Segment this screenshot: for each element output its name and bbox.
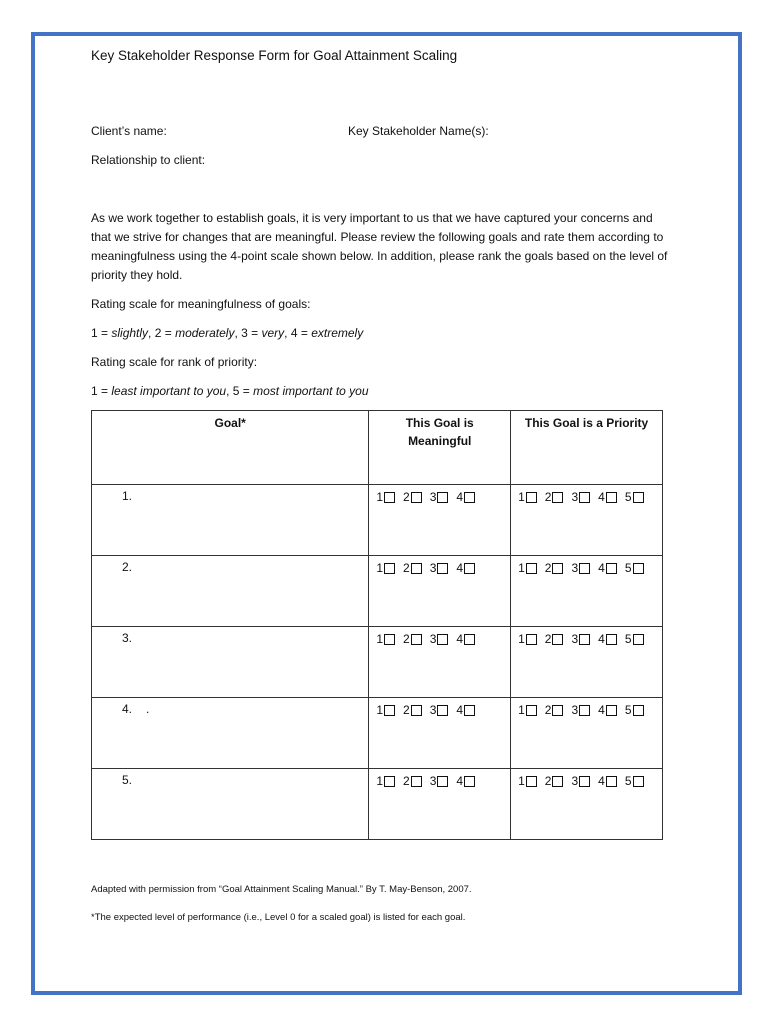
rating-checkbox[interactable]	[545, 703, 564, 717]
rating-number: 2	[544, 490, 552, 504]
priority-cell-options	[511, 556, 662, 575]
checkbox-square-icon[interactable]	[464, 776, 475, 787]
rating-number: 1	[518, 561, 525, 575]
rating-checkbox[interactable]	[545, 561, 564, 575]
checkbox-square-icon[interactable]	[411, 634, 422, 645]
rating-number: 5	[624, 632, 632, 646]
checkbox-square-icon[interactable]	[606, 776, 617, 787]
rating-checkbox[interactable]	[598, 703, 617, 717]
checkbox-square-icon[interactable]	[579, 492, 590, 503]
adapted-footnote: Adapted with permission from “Goal Attainment Scaling Manual.” By T. May-Benson, 2007.	[91, 884, 472, 895]
table-header-row	[92, 411, 663, 485]
checkbox-square-icon[interactable]	[384, 563, 395, 574]
meaningful-cell-options	[369, 485, 510, 504]
scale-text: 1 =	[91, 326, 112, 340]
rating-number: 3	[429, 632, 437, 646]
rating-checkbox[interactable]	[545, 490, 564, 504]
rating-checkbox[interactable]	[625, 774, 644, 788]
checkbox-square-icon[interactable]	[633, 563, 644, 574]
checkbox-square-icon[interactable]	[464, 705, 475, 716]
rating-checkbox[interactable]	[376, 561, 395, 575]
checkbox-square-icon[interactable]	[411, 776, 422, 787]
rating-checkbox[interactable]	[430, 490, 449, 504]
scale-text: , 5 =	[226, 384, 254, 398]
checkbox-square-icon[interactable]	[552, 705, 563, 716]
checkbox-square-icon[interactable]	[411, 563, 422, 574]
rating-checkbox[interactable]	[403, 703, 422, 717]
rating-number: 1	[376, 703, 384, 717]
rating-checkbox[interactable]	[430, 561, 449, 575]
rating-checkbox[interactable]	[571, 561, 590, 575]
checkbox-square-icon[interactable]	[411, 705, 422, 716]
checkbox-square-icon[interactable]	[437, 563, 448, 574]
meaningful-header	[369, 411, 511, 485]
rating-checkbox[interactable]	[403, 561, 422, 575]
checkbox-square-icon[interactable]	[606, 705, 617, 716]
checkbox-square-icon[interactable]	[526, 705, 537, 716]
rating-number: 2	[544, 632, 552, 646]
rating-number: 3	[571, 774, 579, 788]
rating-checkbox[interactable]	[571, 490, 590, 504]
scale-term: extremely	[311, 326, 364, 340]
goal-cell[interactable]	[92, 698, 369, 769]
rating-number: 5	[624, 561, 632, 575]
goal-number: 5.	[122, 773, 133, 787]
expected-level-footnote: *The expected level of performance (i.e., Level 0 for a scaled goal) is listed for each goal.	[91, 912, 466, 923]
checkbox-square-icon[interactable]	[633, 492, 644, 503]
checkbox-square-icon[interactable]	[552, 634, 563, 645]
rating-number: 4	[456, 561, 464, 575]
rating-checkbox[interactable]	[545, 632, 564, 646]
rating-checkbox[interactable]	[376, 774, 395, 788]
checkbox-square-icon[interactable]	[633, 705, 644, 716]
rating-checkbox[interactable]	[518, 561, 537, 575]
checkbox-square-icon[interactable]	[384, 634, 395, 645]
goal-number: 3.	[122, 631, 133, 645]
meaningful-cell-options	[369, 627, 510, 646]
checkbox-square-icon[interactable]	[384, 776, 395, 787]
table-row	[92, 769, 663, 840]
rating-checkbox[interactable]	[376, 490, 395, 504]
rating-number: 2	[544, 774, 552, 788]
meaningful-cell-options	[369, 769, 510, 788]
rating-checkbox[interactable]	[456, 490, 475, 504]
checkbox-square-icon[interactable]	[437, 492, 448, 503]
rating-number: 4	[456, 703, 464, 717]
rating-checkbox[interactable]	[625, 632, 644, 646]
meaningful-cell	[369, 627, 511, 698]
rating-checkbox[interactable]	[571, 703, 590, 717]
goal-number: 2.	[122, 560, 133, 574]
rating-number: 2	[403, 561, 410, 575]
scale-term: very	[261, 326, 285, 340]
priority-cell	[511, 698, 663, 769]
checkbox-square-icon[interactable]	[464, 634, 475, 645]
rating-number: 2	[403, 490, 410, 504]
rating-number: 2	[403, 774, 410, 788]
scale-text: 1 =	[91, 384, 112, 398]
stakeholder-names-label: Key Stakeholder Name(s):	[348, 124, 489, 138]
priority-cell-options	[511, 485, 662, 504]
rating-checkbox[interactable]	[571, 632, 590, 646]
rating-checkbox[interactable]	[456, 561, 475, 575]
priority-scale-label: Rating scale for rank of priority:	[91, 355, 258, 369]
rating-checkbox[interactable]	[518, 703, 537, 717]
rating-checkbox[interactable]	[625, 703, 644, 717]
checkbox-square-icon[interactable]	[579, 705, 590, 716]
rating-checkbox[interactable]	[571, 774, 590, 788]
priority-scale-values	[91, 384, 369, 398]
checkbox-square-icon[interactable]	[526, 634, 537, 645]
rating-number: 4	[598, 561, 605, 575]
rating-checkbox[interactable]	[545, 774, 564, 788]
rating-number: 2	[403, 632, 410, 646]
rating-number: 3	[429, 561, 437, 575]
rating-number: 5	[624, 774, 632, 788]
rating-number: 5	[624, 703, 632, 717]
rating-number: 4	[598, 703, 605, 717]
meaningful-cell	[369, 769, 511, 840]
checkbox-square-icon[interactable]	[411, 492, 422, 503]
goal-cell[interactable]	[92, 485, 369, 556]
checkbox-square-icon[interactable]	[552, 492, 563, 503]
checkbox-square-icon[interactable]	[384, 492, 395, 503]
relationship-label: Relationship to client:	[91, 153, 206, 167]
checkbox-square-icon[interactable]	[552, 776, 563, 787]
rating-checkbox[interactable]	[625, 490, 644, 504]
form-title: Key Stakeholder Response Form for Goal Attainment Scaling	[91, 48, 458, 63]
priority-cell	[511, 485, 663, 556]
scale-term: slightly	[111, 326, 149, 340]
goal-header: Goal*	[92, 411, 369, 485]
rating-number: 4	[598, 632, 605, 646]
rating-number: 1	[376, 632, 384, 646]
meaningful-cell	[369, 698, 511, 769]
meaningful-header-line2: Meaningful	[408, 434, 472, 448]
rating-checkbox[interactable]	[598, 561, 617, 575]
rating-number: 3	[429, 703, 437, 717]
rating-checkbox[interactable]	[456, 632, 475, 646]
rating-number: 2	[403, 703, 410, 717]
priority-cell	[511, 769, 663, 840]
rating-checkbox[interactable]	[430, 632, 449, 646]
scale-text: , 4 =	[284, 326, 312, 340]
rating-number: 3	[571, 490, 579, 504]
rating-checkbox[interactable]	[376, 703, 395, 717]
table-row	[92, 485, 663, 556]
priority-cell-options	[511, 698, 662, 717]
rating-number: 4	[456, 774, 464, 788]
goal-cell[interactable]	[92, 769, 369, 840]
rating-checkbox[interactable]	[518, 632, 537, 646]
rating-number: 4	[456, 490, 464, 504]
checkbox-square-icon[interactable]	[437, 705, 448, 716]
priority-cell	[511, 556, 663, 627]
priority-cell-options	[511, 769, 662, 788]
rating-checkbox[interactable]	[403, 632, 422, 646]
table-row	[92, 556, 663, 627]
intro-paragraph: As we work together to establish goals, it is very important to us that we have captured your concerns and that we strive for changes that are meaningful. Please review the following goals and rate them according to meaningfulness using the 4-point scale shown below. In addition, please rank the goals based on the level of priority they hold.	[91, 211, 668, 282]
checkbox-square-icon[interactable]	[464, 563, 475, 574]
rating-checkbox[interactable]	[598, 490, 617, 504]
meaningful-cell-options	[369, 556, 510, 575]
checkbox-square-icon[interactable]	[606, 492, 617, 503]
rating-checkbox[interactable]	[403, 774, 422, 788]
checkbox-square-icon[interactable]	[437, 776, 448, 787]
rating-checkbox[interactable]	[518, 490, 537, 504]
checkbox-square-icon[interactable]	[526, 492, 537, 503]
goal-number: 4.	[122, 702, 133, 716]
rating-number: 3	[571, 561, 579, 575]
scale-text: , 2 =	[148, 326, 176, 340]
client-name-label: Client’s name:	[91, 124, 167, 138]
checkbox-square-icon[interactable]	[633, 776, 644, 787]
rating-number: 1	[376, 774, 384, 788]
goal-number: 1.	[122, 489, 133, 503]
rating-number: 3	[429, 490, 437, 504]
rating-checkbox[interactable]	[456, 703, 475, 717]
rating-checkbox[interactable]	[376, 632, 395, 646]
priority-cell	[511, 627, 663, 698]
rating-number: 4	[456, 632, 464, 646]
rating-number: 2	[544, 703, 552, 717]
rating-checkbox[interactable]	[518, 774, 537, 788]
scale-term: moderately	[175, 326, 235, 340]
checkbox-square-icon[interactable]	[384, 705, 395, 716]
rating-number: 3	[571, 703, 579, 717]
rating-number: 5	[624, 490, 632, 504]
rating-checkbox[interactable]	[403, 490, 422, 504]
rating-checkbox[interactable]	[598, 774, 617, 788]
scale-text: , 3 =	[234, 326, 262, 340]
checkbox-square-icon[interactable]	[437, 634, 448, 645]
rating-checkbox[interactable]	[456, 774, 475, 788]
rating-checkbox[interactable]	[625, 561, 644, 575]
rating-number: 2	[544, 561, 552, 575]
rating-checkbox[interactable]	[430, 774, 449, 788]
priority-header: This Goal is a Priority	[511, 411, 663, 485]
checkbox-square-icon[interactable]	[464, 492, 475, 503]
meaningful-header-line1: This Goal is	[405, 416, 474, 430]
rating-number: 1	[518, 632, 525, 646]
rating-checkbox[interactable]	[430, 703, 449, 717]
goals-table	[91, 410, 663, 840]
meaningfulness-scale-label: Rating scale for meaningfulness of goals:	[91, 297, 311, 311]
checkbox-square-icon[interactable]	[526, 563, 537, 574]
checkbox-square-icon[interactable]	[579, 563, 590, 574]
meaningfulness-scale-values	[91, 326, 363, 340]
checkbox-square-icon[interactable]	[633, 634, 644, 645]
rating-number: 3	[571, 632, 579, 646]
rating-checkbox[interactable]	[598, 632, 617, 646]
scale-term: least important to you	[111, 384, 227, 398]
meaningful-cell	[369, 485, 511, 556]
checkbox-square-icon[interactable]	[606, 634, 617, 645]
checkbox-square-icon[interactable]	[606, 563, 617, 574]
rating-number: 1	[518, 774, 525, 788]
goal-cell[interactable]	[92, 627, 369, 698]
rating-number: 3	[429, 774, 437, 788]
rating-number: 1	[518, 490, 525, 504]
checkbox-square-icon[interactable]	[552, 563, 563, 574]
meaningful-cell-options	[369, 698, 510, 717]
rating-number: 1	[376, 561, 384, 575]
priority-cell-options	[511, 627, 662, 646]
rating-number: 4	[598, 490, 605, 504]
meaningful-cell	[369, 556, 511, 627]
checkbox-square-icon[interactable]	[579, 634, 590, 645]
rating-number: 1	[518, 703, 525, 717]
checkbox-square-icon[interactable]	[579, 776, 590, 787]
table-row	[92, 698, 663, 769]
scale-term: most important to you	[253, 384, 369, 398]
table-row	[92, 627, 663, 698]
rating-number: 4	[598, 774, 605, 788]
checkbox-square-icon[interactable]	[526, 776, 537, 787]
goal-mark: .	[146, 702, 150, 716]
goal-cell[interactable]	[92, 556, 369, 627]
rating-number: 1	[376, 490, 384, 504]
